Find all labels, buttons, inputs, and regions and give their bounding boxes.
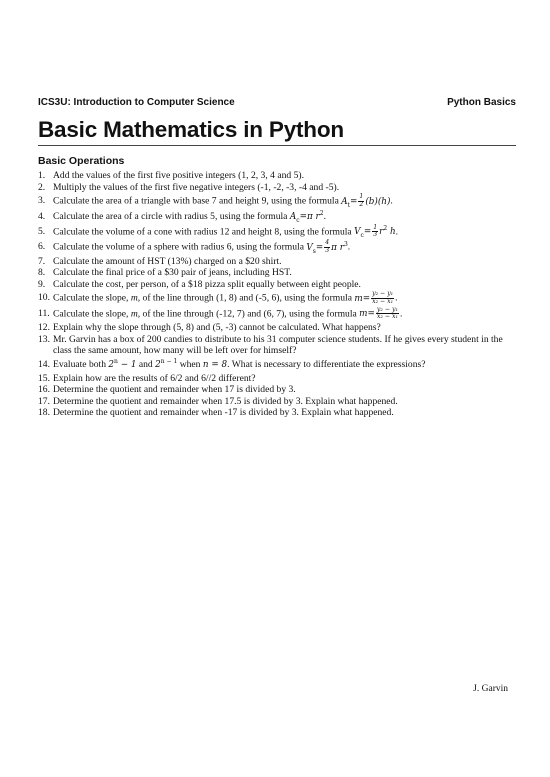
question-item [38, 334, 518, 357]
expression-b: $2^{n - 1}$ [155, 358, 178, 370]
sphere-volume-formula: $V_s=$ $\frac{4}{3}$ π $r^3$ [306, 239, 348, 255]
question-text: Calculate the area of a circle with radius 5, using the formula [53, 210, 288, 222]
question-number: 14. [38, 358, 50, 370]
page-header [38, 97, 516, 111]
page-title: Basic Mathematics in Python [38, 117, 344, 142]
cone-volume-formula: $V_c=$ $\frac{1}{3}$ $r^2$ h [354, 223, 396, 239]
question-text: Calculate the slope, [53, 308, 129, 320]
question-number: 15. [38, 372, 50, 384]
question-text: Calculate the final price of a $30 pair of jeans, including HST. [53, 267, 292, 279]
question-number: 6. [38, 241, 46, 253]
question-item [38, 373, 518, 385]
question-number: 12. [38, 322, 50, 334]
question-text: Evaluate both [53, 358, 107, 370]
question-number: 17. [38, 395, 50, 407]
slope-formula: m= $\frac{\text{y₂ − y₁}}{\text{x₂ − x₁}}$ [354, 290, 394, 305]
triangle-area-formula: $A_t=$ $\frac{1}{2}$ (b)(h) [341, 193, 391, 209]
question-item [38, 182, 518, 194]
question-item [38, 170, 518, 182]
question-item [38, 396, 518, 408]
question-item: 6. Calculate the volume of a sphere with radius 6, using the formula $V_s=$ $\frac{4}{3}$ π $r^3$. [38, 239, 351, 255]
question-item: 5. Calculate the volume of a cone with radius 12 and height 8, using the formula $V_c=$ $\frac{1}{3}$ $r^2$ h. [38, 223, 399, 239]
question-number: 8. [38, 267, 46, 279]
author-footer: J. Garvin [473, 684, 508, 694]
question-item: 14. Evaluate both $2^n - 1$ and $2^{n - 1}$ when n = 8. What is necessary to differentiate the expressions? [38, 358, 426, 370]
question-text: Calculate the volume of a sphere with radius 6, using the formula [53, 241, 304, 253]
question-number: 5. [38, 225, 46, 237]
question-item [38, 322, 518, 334]
question-number: 4. [38, 210, 46, 222]
section-heading: Basic Operations [38, 155, 125, 167]
expression-a: $2^n - 1$ [108, 358, 137, 370]
question-item: 3. Calculate the area of a triangle with base 7 and height 9, using the formula $A_t=$ $\frac{1}{2}$ (b)(h). [38, 193, 393, 209]
question-item: 11. Calculate the slope, m, of the line through (-12, 7) and (6, 7), using the formula m= $\frac{\text{y₂ − y₁}}{\text{x₂ − x₁}}$ . [38, 305, 403, 321]
question-text: Explain how are the results of 6/2 and 6//2 different? [53, 372, 256, 384]
expression-n: n = 8 [202, 359, 228, 370]
question-text: Determine the quotient and remainder when -17 is divided by 3. Explain what happened. [53, 407, 394, 419]
question-text: Calculate the amount of HST (13%) charged on a $20 shirt. [53, 255, 282, 267]
question-text: Determine the quotient and remainder when 17.5 is divided by 3. Explain what happened. [53, 395, 398, 407]
question-item [38, 384, 518, 396]
question-item [38, 407, 518, 419]
question-item [38, 267, 518, 279]
slope-formula: m= $\frac{\text{y₂ − y₁}}{\text{x₂ − x₁}}$ [359, 305, 398, 321]
title-divider [38, 145, 516, 146]
question-item: 4. Calculate the area of a circle with radius 5, using the formula $A_c=\pi$ $r^2$. [38, 209, 326, 224]
question-item [38, 279, 518, 291]
question-number: 16. [38, 384, 50, 396]
circle-area-formula: $A_c=\pi$ $r^2$ [289, 209, 324, 224]
course-title: ICS3U: Introduction to Computer Science [38, 97, 235, 108]
question-item: 10. Calculate the slope, m, of the line through (1, 8) and (-5, 6), using the formula m= $\frac{\text{y₂ − y₁}}{\text{x₂ − x₁}}$ . [38, 290, 398, 305]
question-number: 18. [38, 407, 50, 419]
question-text: Calculate the cost, per person, of a $18 pizza split equally between eight people. [53, 278, 361, 290]
question-number: 13. [38, 333, 50, 345]
question-text: Multiply the values of the first five negative integers (-1, -2, -3, -4 and -5). [53, 181, 340, 193]
question-text: Calculate the volume of a cone with radius 12 and height 8, using the formula [53, 226, 352, 238]
question-number: 7. [38, 255, 46, 267]
question-number: 2. [38, 181, 46, 193]
question-text: Calculate the area of a triangle with base 7 and height 9, using the formula [53, 195, 339, 207]
question-text: Determine the quotient and remainder when 17 is divided by 3. [53, 384, 296, 396]
question-list [38, 170, 518, 419]
unit-title: Python Basics [447, 97, 516, 108]
question-number: 11. [38, 307, 50, 319]
question-number: 10. [38, 292, 50, 304]
question-text: Mr. Garvin has a box of 200 candies to distribute to his 31 computer science students. If he gives every student in the class the same amount, how many will be left over for himself? [53, 333, 503, 357]
question-text: Calculate the slope, [53, 292, 129, 304]
question-item [38, 256, 518, 268]
question-number: 9. [38, 278, 46, 290]
question-text: Explain why the slope through (5, 8) and (5, -3) cannot be calculated. What happens? [53, 322, 381, 334]
question-number: 3. [38, 195, 46, 206]
question-number: 1. [38, 170, 46, 181]
question-text: Add the values of the first five positive integers (1, 2, 3, 4 and 5). [53, 170, 304, 181]
